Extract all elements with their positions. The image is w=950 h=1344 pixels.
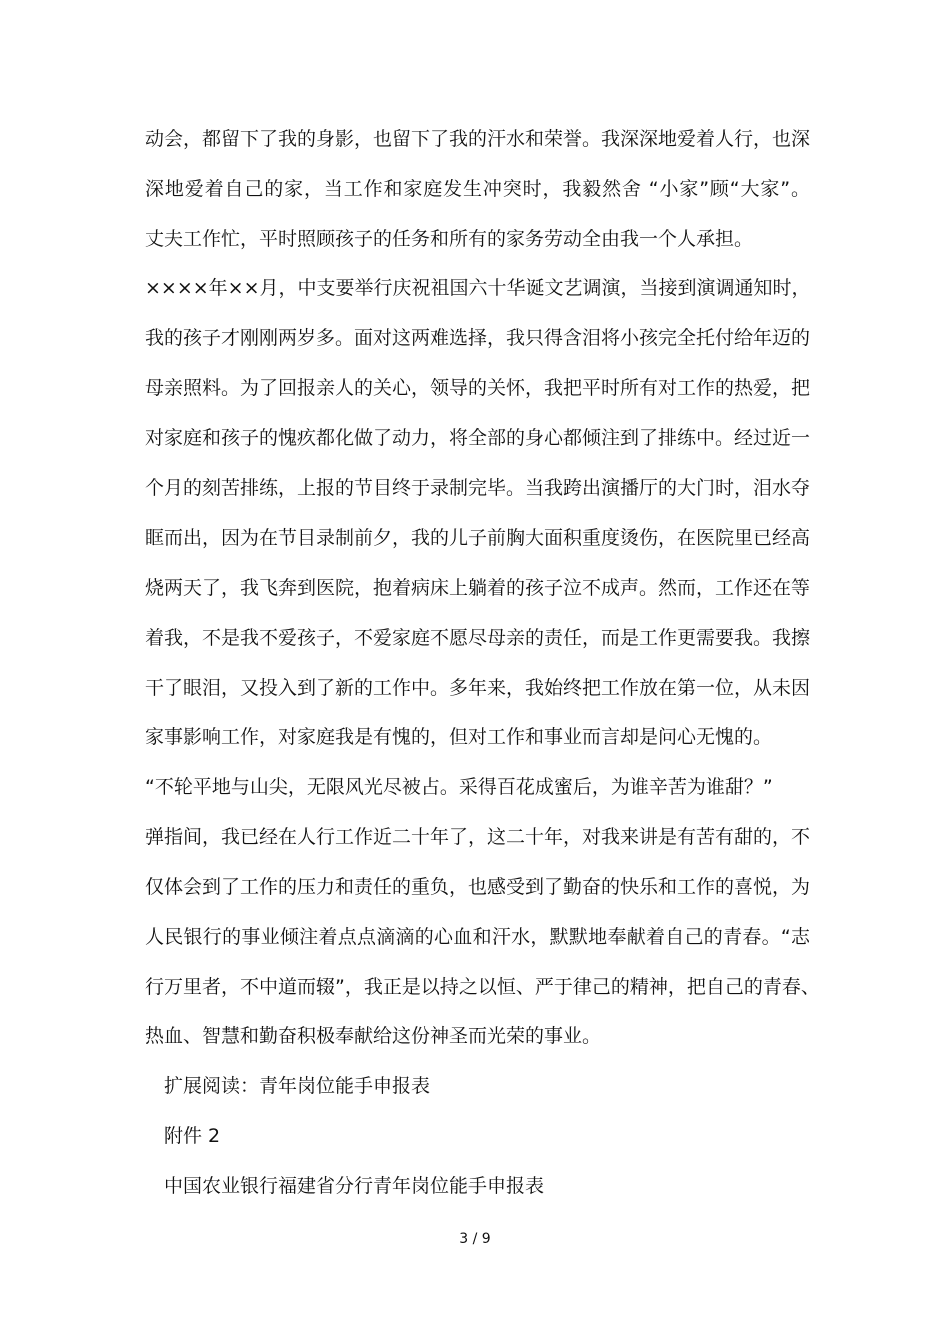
body-text-line: 人民银行的事业倾注着点点滴滴的心血和汗水，默默地奉献着自己的青春。“志 — [145, 926, 810, 948]
body-text-line: 深地爱着自己的家，当工作和家庭发生冲突时，我毅然舍 “小家”顾“大家”。 — [145, 178, 810, 200]
attachment-label: 附件 2 — [164, 1125, 221, 1147]
body-text-line: 烧两天了，我飞奔到医院，抱着病床上躺着的孩子泣不成声。然而，工作还在等 — [145, 577, 811, 599]
body-text-line: 对家庭和孩子的愧疚都化做了动力，将全部的身心都倾注到了排练中。经过近一 — [145, 427, 811, 449]
form-title: 中国农业银行福建省分行青年岗位能手申报表 — [164, 1175, 545, 1197]
page-number: 3 / 9 — [459, 1231, 491, 1247]
body-text-line: 热血、智慧和勤奋积极奉献给这份神圣而光荣的事业。 — [145, 1025, 602, 1047]
body-text-line: 我的孩子才刚刚两岁多。面对这两难选择，我只得含泪将小孩完全托付给年迈的 — [145, 327, 811, 349]
body-text-line: 家事影响工作，对家庭我是有愧的，但对工作和事业而言却是问心无愧的。 — [145, 726, 773, 748]
body-text-line: 丈夫工作忙，平时照顾孩子的任务和所有的家务劳动全由我一个人承担。 — [145, 228, 754, 250]
body-text-line: 个月的刻苦排练，上报的节目终于录制完毕。当我跨出演播厅的大门时，泪水夺 — [145, 477, 811, 499]
body-text-line: 动会，都留下了我的身影，也留下了我的汗水和荣誉。我深深地爱着人行，也深 — [145, 128, 811, 150]
body-text-line: 着我，不是我不爱孩子，不爱家庭不愿尽母亲的责任，而是工作更需要我。我擦 — [145, 627, 811, 649]
extended-reading-heading: 扩展阅读：青年岗位能手申报表 — [164, 1075, 431, 1097]
poem-quote-line: “不轮平地与山尖，无限风光尽被占。采得百花成蜜后，为谁辛苦为谁甜？” — [145, 776, 773, 798]
body-text-line: 母亲照料。为了回报亲人的关心，领导的关怀，我把平时所有对工作的热爱，把 — [145, 377, 811, 399]
body-text-line: 行万里者，不中道而辍”，我正是以持之以恒、严于律己的精神，把自己的青春、 — [145, 976, 820, 998]
body-text-line: 仅体会到了工作的压力和责任的重负，也感受到了勤奋的快乐和工作的喜悦，为 — [145, 876, 811, 898]
body-text-line: 眶而出，因为在节目录制前夕，我的儿子前胸大面积重度烫伤，在医院里已经高 — [145, 527, 811, 549]
body-text-line: 干了眼泪，又投入到了新的工作中。多年来，我始终把工作放在第一位，从未因 — [145, 677, 811, 699]
body-text-line: ××××年××月，中支要举行庆祝祖国六十华诞文艺调演，当接到演调通知时， — [145, 277, 811, 299]
body-text-line: 弹指间，我已经在人行工作近二十年了，这二十年，对我来讲是有苦有甜的，不 — [145, 826, 811, 848]
